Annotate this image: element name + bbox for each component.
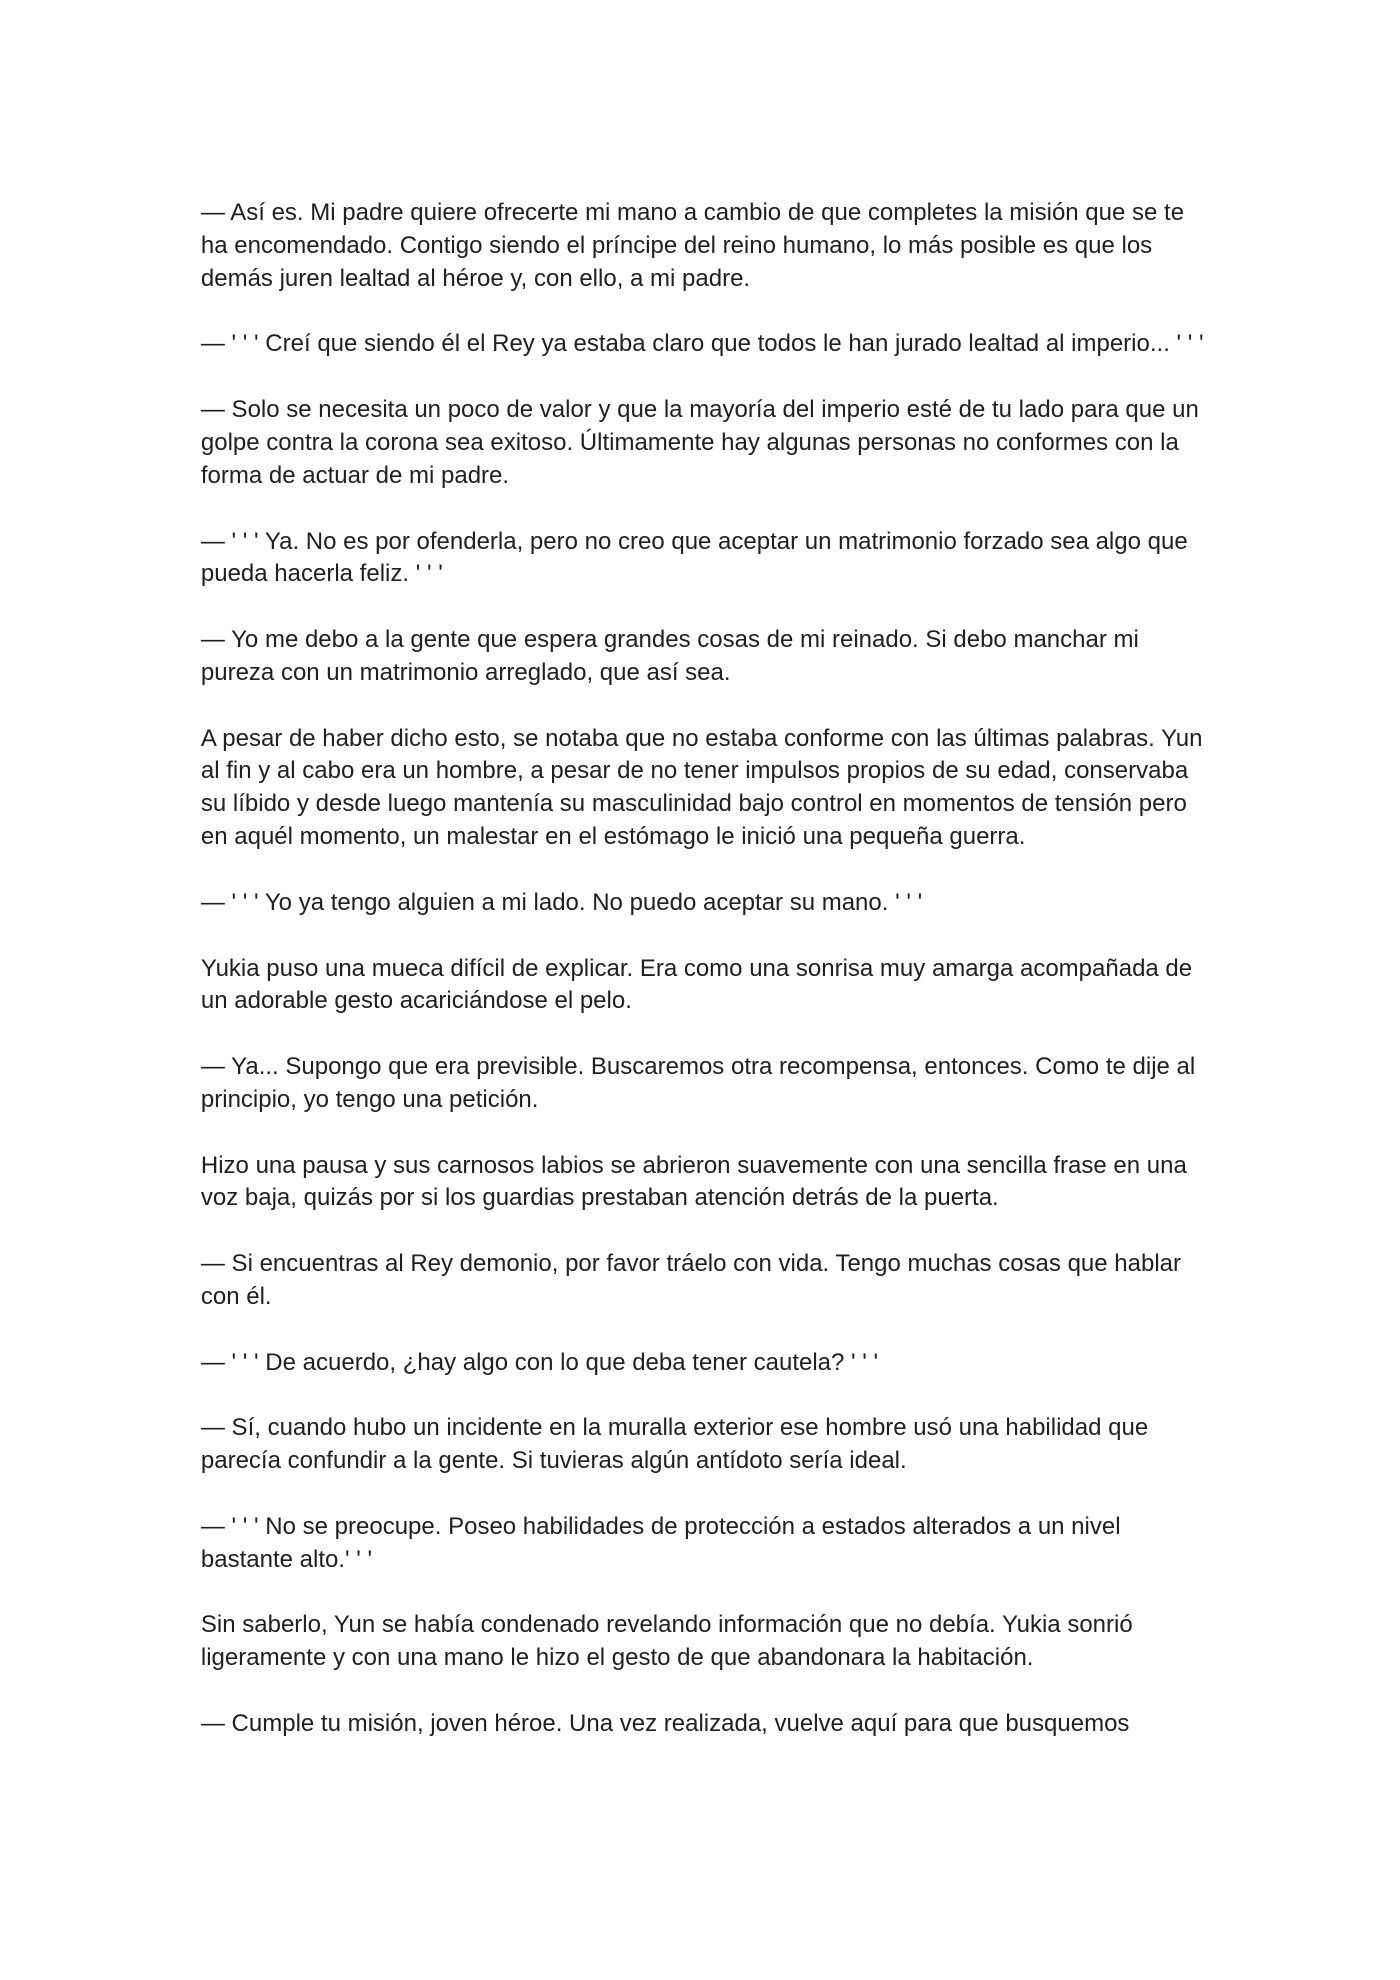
paragraph: — Si encuentras al Rey demonio, por favor tráelo con vida. Tengo muchas cosas que hablar con él. — [200, 1250, 1181, 1310]
paragraph: — Yo me debo a la gente que espera grandes cosas de mi reinado. Si debo manchar mi pureza con un matrimonio arreglado, que así sea. — [200, 626, 1139, 686]
paragraph: — Cumple tu misión, joven héroe. Una vez realizada, vuelve aquí para que busquemos — [200, 1709, 1130, 1737]
paragraph: — Ya... Supongo que era previsible. Buscaremos otra recompensa, entonces. Como te dije al principio, yo tengo una petición. — [200, 1053, 1196, 1113]
paragraph: Sin saberlo, Yun se había condenado revelando información que no debía. Yukia sonrió ligeramente y con una mano le hizo el gesto de que abandonara la habitación. — [200, 1611, 1133, 1672]
paragraph: — ' ' ' Creí que siendo él el Rey ya estaba claro que todos le han jurado lealtad al imperio... ' ' ' — [200, 330, 1204, 358]
paragraph: — ' ' ' Ya. No es por ofenderla, pero no creo que aceptar un matrimonio forzado sea algo que pueda hacerla feliz. ' ' ' — [200, 527, 1188, 588]
paragraph: — ' ' ' De acuerdo, ¿hay algo con lo que deba tener cautela? ' ' ' — [200, 1348, 879, 1376]
paragraph: — Así es. Mi padre quiere ofrecerte mi mano a cambio de que completes la misión que se te ha encomendado. Contigo siendo el príncipe del reino humano, lo más posible es que los demás juren lealtad al héroe y, con ello, a mi padre. — [200, 199, 1185, 292]
paragraph: — ' ' ' No se preocupe. Poseo habilidades de protección a estados alterados a un nivel bastante alto.' ' ' — [200, 1512, 1121, 1573]
paragraph: — ' ' ' Yo ya tengo alguien a mi lado. No puedo aceptar su mano. ' ' ' — [200, 888, 923, 916]
paragraph: Yukia puso una mueca difícil de explicar. Era como una sonrisa muy amarga acompañada de un adorable gesto acariciándose el pelo. — [200, 954, 1193, 1015]
paragraph: Hizo una pausa y sus carnosos labios se abrieron suavemente con una sencilla frase en una voz baja, quizás por si los guardias prestaban atención detrás de la puerta. — [200, 1151, 1187, 1212]
paragraph: A pesar de haber dicho esto, se notaba que no estaba conforme con las últimas palabras. Yun al fin y al cabo era un hombre, a pesar de no tener impulsos propios de su edad, conservaba su líbido y desde luego mantenía su masculinidad bajo control en momentos de tensión pero en aquél momento, un malestar en el estómago le inició una pequeña guerra. — [200, 724, 1203, 851]
paragraph: — Solo se necesita un poco de valor y que la mayoría del imperio esté de tu lado para que un golpe contra la corona sea exitoso. Últimamente hay algunas personas no conformes con la forma de actuar de mi padre. — [200, 396, 1199, 489]
document-body — [201, 197, 1212, 1774]
paragraph: — Sí, cuando hubo un incidente en la muralla exterior ese hombre usó una habilidad que parecía confundir a la gente. Si tuvieras algún antídoto sería ideal. — [200, 1414, 1149, 1475]
